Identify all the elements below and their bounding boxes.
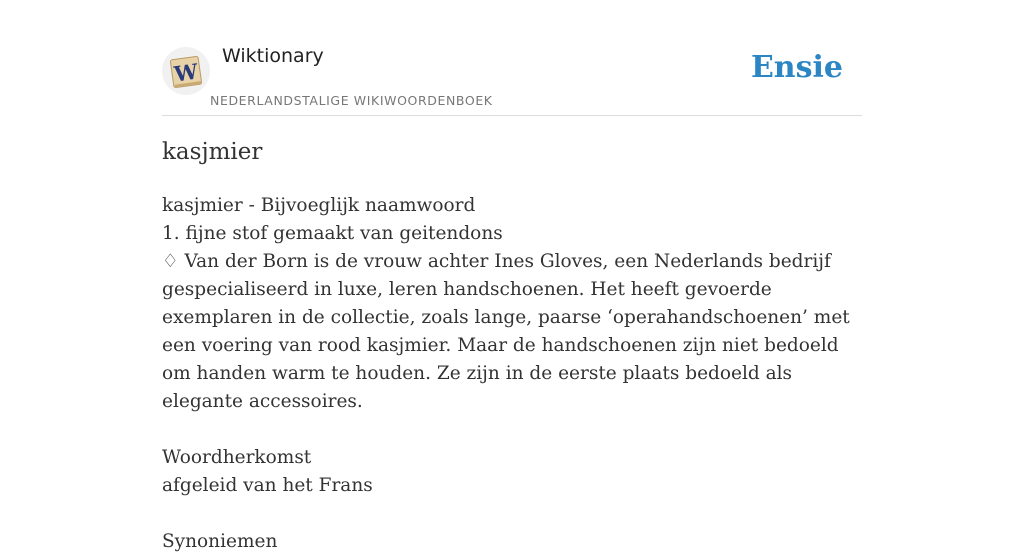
- entry-content: [162, 192, 862, 556]
- brand-logo[interactable]: Ensie: [750, 50, 843, 85]
- wiktionary-logo-icon[interactable]: [162, 47, 210, 95]
- spacer: [162, 416, 862, 444]
- etymology-text: afgeleid van het Frans: [162, 475, 373, 496]
- definition: 1. fijne stof gemaakt van geitendons: [162, 223, 503, 244]
- site-header: [162, 0, 862, 116]
- page-title: kasjmier: [162, 139, 263, 165]
- part-of-speech-line: kasjmier - Bijvoeglijk naamwoord: [162, 195, 476, 216]
- svg-text:W: W: [172, 58, 200, 87]
- site-name[interactable]: Wiktionary: [222, 45, 324, 67]
- synonyms-heading: Synoniemen: [162, 531, 278, 552]
- example-sentence: ♢ Van der Born is de vrouw achter Ines Gloves, een Nederlands bedrijf gespecialiseerd in luxe, leren handschoenen. Het heeft gevoerde exemplaren in de collectie, zoals lange, paarse ‘operahandschoenen’ met een voering van rood kasjmier. Maar de handschoenen zijn niet bedoeld om handen warm te houden. Ze zijn in de eerste plaats bedoeld als elegante accessoires.: [162, 251, 850, 412]
- etymology-heading: Woordherkomst: [162, 447, 312, 468]
- site-subtitle: NEDERLANDSTALIGE WIKIWOORDENBOEK: [210, 93, 493, 108]
- page-container: [162, 0, 862, 552]
- spacer: [162, 500, 862, 528]
